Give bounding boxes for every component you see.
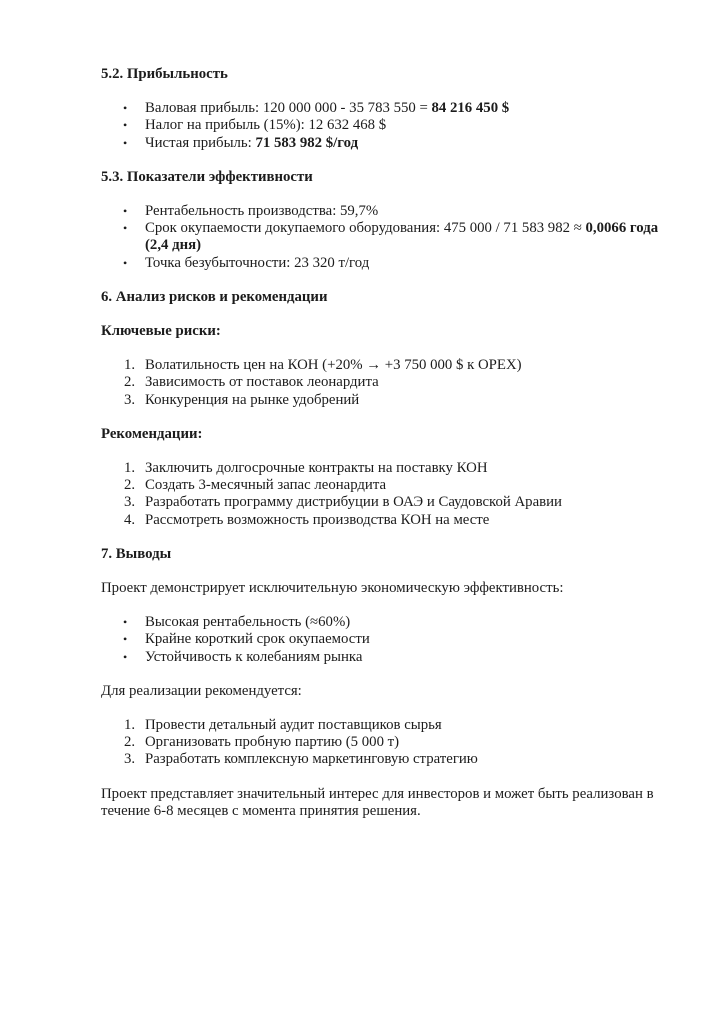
list-item-text: Провести детальный аудит поставщиков сырья — [145, 717, 442, 734]
item-number: 4. — [124, 511, 136, 528]
subheading-recommendations: Рекомендации: — [101, 425, 203, 442]
list-item-text: Рассмотреть возможность производства КОН на месте — [145, 511, 490, 528]
list-item-text: Организовать пробную партию (5 000 т) — [145, 734, 400, 751]
item-number: 1. — [124, 460, 136, 477]
list-item-text — [145, 255, 369, 271]
item-number: 2. — [124, 477, 136, 494]
list-item-text: Высокая рентабельность (≈60%) — [145, 614, 351, 631]
item-number: 1. — [124, 717, 136, 734]
section-heading-efficiency: 5.3. Показатели эффективности — [101, 168, 313, 185]
bold-run: 0,0066 года — [585, 220, 659, 237]
list-item — [101, 117, 680, 134]
list-item — [101, 614, 680, 631]
recommendations-numbered-list — [101, 460, 680, 529]
list-item-text: Волатильность цен на КОН (+20% → +3 750 000 $ к OPEX) — [145, 357, 522, 374]
text-run: Рентабельность производства: 59,7% — [145, 203, 379, 220]
list-item — [101, 203, 680, 220]
list-item — [101, 477, 680, 494]
bullet-icon: • — [123, 221, 128, 236]
bullet-icon: • — [123, 118, 128, 133]
list-item — [101, 494, 680, 511]
bold-run: 84 216 450 $ — [431, 100, 510, 117]
list-item — [101, 460, 680, 477]
list-item — [101, 631, 680, 648]
closing-paragraph — [101, 786, 680, 820]
bullet-icon: • — [123, 615, 128, 630]
list-item — [101, 220, 680, 254]
risks-numbered-list — [101, 357, 680, 409]
section-heading-risks: 6. Анализ рисков и рекомендации — [101, 288, 328, 305]
item-number: 1. — [124, 357, 136, 374]
list-item-text — [145, 220, 658, 253]
text-run: Валовая прибыль: 120 000 000 - 35 783 550 = — [145, 100, 432, 117]
list-item — [101, 374, 680, 391]
list-item — [101, 751, 680, 768]
implementation-steps-list — [101, 717, 680, 769]
bullet-icon: • — [123, 649, 128, 664]
list-item — [101, 717, 680, 734]
list-item-text: Разработать программу дистрибуции в ОАЭ и Саудовской Аравии — [145, 494, 562, 511]
text-run: течение 6-8 месяцев с момента принятия решения. — [101, 802, 421, 819]
list-item-text — [145, 100, 509, 116]
list-item-text: Конкуренция на рынке удобрений — [145, 391, 360, 408]
item-number: 2. — [124, 734, 136, 751]
list-item — [101, 512, 680, 529]
text-run: Налог на прибыль (15%): 12 632 468 $ — [145, 117, 387, 134]
item-number: 3. — [124, 391, 136, 408]
list-item-text — [145, 117, 386, 133]
bold-run: 71 583 982 $/год — [255, 134, 359, 151]
profitability-list — [101, 100, 680, 152]
conclusions-bullet-list — [101, 614, 680, 666]
list-item — [101, 135, 680, 152]
text-run: Срок окупаемости докупаемого оборудования: 475 000 / 71 583 982 ≈ — [145, 220, 586, 237]
bullet-icon: • — [123, 632, 128, 647]
list-item-text — [145, 135, 358, 151]
list-item-text: Создать 3-месячный запас леонардита — [145, 477, 387, 494]
text-run: Чистая прибыль: — [145, 134, 256, 151]
item-number: 3. — [124, 751, 136, 768]
list-item — [101, 392, 680, 409]
list-item — [101, 100, 680, 117]
text-run: Точка безубыточности: 23 320 т/год — [145, 254, 370, 271]
list-item — [101, 255, 680, 272]
bold-run: (2,4 дня) — [145, 237, 202, 254]
section-heading-profitability: 5.2. Прибыльность — [101, 66, 228, 82]
bullet-icon: • — [123, 101, 128, 116]
bullet-icon: • — [123, 255, 128, 270]
bullet-icon: • — [123, 204, 128, 219]
list-item — [101, 357, 680, 374]
conclusions-intro-paragraph: Проект демонстрирует исключительную экономическую эффективность: — [101, 580, 564, 597]
section-heading-conclusions: 7. Выводы — [101, 545, 172, 562]
text-run: Проект представляет значительный интерес для инвесторов и может быть реализован в — [101, 785, 654, 802]
list-item-text: Зависимость от поставок леонардита — [145, 374, 379, 391]
list-item-text: Крайне короткий срок окупаемости — [145, 631, 370, 648]
item-number: 2. — [124, 374, 136, 391]
efficiency-list — [101, 203, 680, 272]
list-item — [101, 649, 680, 666]
list-item-text — [145, 203, 378, 219]
list-item-text: Заключить долгосрочные контракты на поставку КОН — [145, 460, 488, 477]
list-item — [101, 734, 680, 751]
item-number: 3. — [124, 494, 136, 511]
list-item-text: Устойчивость к колебаниям рынка — [145, 648, 363, 665]
bullet-icon: • — [123, 135, 128, 150]
implementation-intro-paragraph: Для реализации рекомендуется: — [101, 682, 302, 699]
list-item-text: Разработать комплексную маркетинговую стратегию — [145, 751, 478, 768]
subheading-key-risks: Ключевые риски: — [101, 323, 221, 340]
